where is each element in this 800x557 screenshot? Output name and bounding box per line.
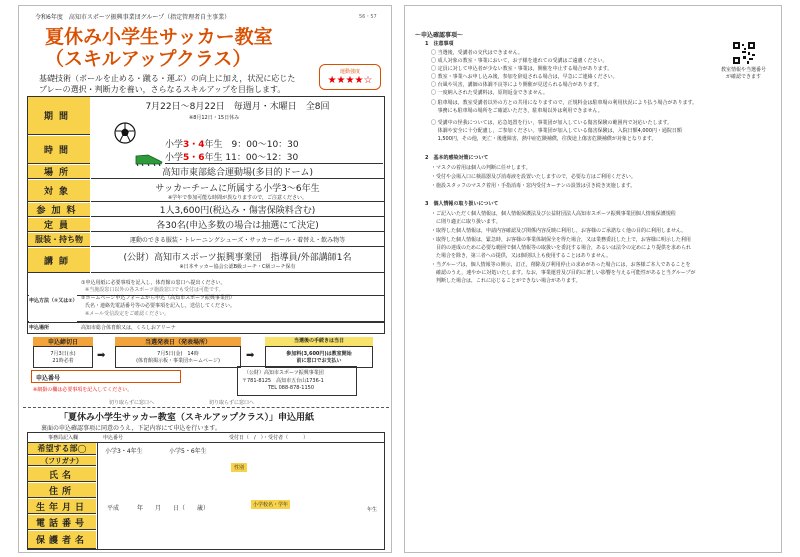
course-label: 希望する部◯ — [28, 443, 96, 455]
coach-note: ※日本サッカー協会公認B級コーチ・C級コーチ保有 — [179, 264, 296, 270]
flyer-front-page — [18, 5, 392, 553]
qr-caption: 教室情報や当選番号 が確認できます — [721, 67, 767, 80]
section1-title: 1 注意事項 — [425, 41, 454, 47]
apply-method-1-note: ※当施設窓口以外の各スポーツ施設窓口でも受付は可能です。 — [85, 287, 224, 293]
time-grade-56: 小学5・6年生 11：00～12：30 — [165, 152, 299, 163]
apply-place-label: 申込場所 — [29, 325, 50, 331]
target-note: ※学年で参加可能な時間が異なりますので，ご注意ください。 — [167, 194, 308, 201]
section3-item: ・取得した個人情報は，緊急時，お客様の事業体制保全を得た場合，又は業務委託した上で，お客様に明示した利用 — [431, 237, 691, 243]
section1-item: 1,500円，その他，死亡・後遺障害，熱中症危険補償，往復途上傷害危険補償が対象となります。 — [431, 136, 657, 142]
header-org: 令和6年度 高知市スポーツ振興事業団グループ（指定管理者自主事業） — [35, 14, 231, 21]
apply-method-2-detail: 氏名・連絡先電話番号等の必要事項を記入し，送信してください。 — [85, 303, 236, 309]
apply-method-label: 申込方法（①又は②） — [29, 278, 77, 322]
form-received: 受付日（ / ）・受付者（ ） — [229, 435, 309, 441]
apply-method-2: ②ホームページ申込フォームから申込（高知市スポーツ振興事業団） — [81, 295, 235, 301]
section3-item: ・当グループは，個人情報等の開示，訂正，削除及び利用停止の求めがあった場合には，お客様ご本人であることを — [431, 262, 691, 268]
gender-label: 性別 — [231, 463, 247, 472]
capacity-value: 各30名(申込多数の場合は抽選にて決定) — [91, 218, 384, 232]
fee-label: 参加料 — [28, 203, 90, 217]
time-value — [165, 136, 383, 164]
section1-item: 事務にも駐車場の場所をご確認いただき，駐車場以外は利用できません。 — [431, 108, 603, 114]
announce-box — [115, 346, 241, 368]
place-label: 場所 — [28, 165, 90, 179]
section2-item: ・施設スタッフのマスク着用・手指消毒・窓内受付カーテンの設置は引き続き実施します。 — [431, 183, 636, 189]
section3-item: に則り適正に取り扱います。 — [431, 219, 501, 225]
section3-item: 目的の達成のために必要な範囲で個人情報等の取扱いを委託する場合，あるいは法令の定めにより提供を求められ — [431, 245, 692, 251]
section3-item: 確認のうえ，速やかに対処いたします。なお，事業運営及び目的に著しい影響を与える可能性があると当グループが — [431, 270, 696, 276]
difficulty-label: 運動強度 — [339, 69, 360, 75]
section1-item: 〇 受講中の怪我については，応急処置を行い，事業団が加入している傷害保険の範囲内で対応いたします。 — [431, 120, 673, 126]
day-box — [265, 346, 373, 368]
section3-item: ・ご記入いただく個人情報は，個人情報保護法及び公益財団法人高知市スポーツ振興事業団個人情報保護規程 — [431, 211, 676, 217]
qr-code-icon — [733, 42, 755, 64]
app-no-note: ※網掛の欄は必要事項を記入してください。 — [33, 387, 133, 393]
section1-item: 〇 定員に対して申込者が少ない教室・事業は，開催を中止する場合があります。 — [431, 66, 613, 72]
staff-label: 事務局記入欄 — [47, 435, 78, 441]
time-grade-34: 小学3・4年生 9：00～10：30 — [165, 139, 299, 150]
capacity-label: 定員 — [28, 218, 90, 232]
section1-item: 〇 教室・事業へお申し込み後，参加を辞退される場合は，早急にご連絡ください。 — [431, 74, 618, 80]
soccer-ball-icon — [114, 122, 136, 144]
cut-line-text: 切り取らずに窓口へ 切り取らずに窓口へ — [109, 400, 255, 406]
org-box — [237, 366, 357, 396]
day-pay: 前に窓口でお支払い — [296, 358, 342, 364]
fee-value: 1人3,600円(税込み・傷害保険料含む) — [91, 203, 384, 217]
target-text: サッカーチームに所属する小学3～6年生 — [155, 183, 320, 194]
org-name: （公財）高知市スポーツ振興事業団 — [244, 370, 324, 376]
coach-label: 講師 — [28, 248, 90, 273]
section1-item: 〇 一度納入された受講料は，原則返金できません。 — [431, 90, 548, 96]
notes-header: 〜申込確認事項〜 — [415, 32, 464, 39]
apply-place-value: 高知市総合体育館又は，くろしおアリーナ — [81, 325, 176, 331]
announce-label: 当選発表日（発表場所） — [115, 337, 241, 346]
period-text: 7月22日～8月22日 毎週月・木曜日 全8回 — [145, 102, 330, 112]
title-main: 夏休み小学生サッカー教室 — [45, 26, 273, 48]
deadline-date: 7月3日(水) — [50, 351, 76, 357]
school-label: 小学校名・学年 — [253, 502, 289, 508]
difficulty-stars: ★★★★☆ — [327, 75, 373, 86]
section1-item: 〇 駐車場は，教室受講者以外の方との共用になりますので，正規料金は駐車場の利用状況により払う場合があります。 — [431, 100, 698, 106]
section2-title: 2 基本的感染対策について — [425, 155, 489, 161]
announce-date: 7月5日(金) 14時 — [157, 351, 199, 357]
section2-item: ・受付や会場入口に検温器及び消毒液を設置いたしますので，必要な方はご利用ください。 — [431, 174, 636, 180]
intro-line-1: 基礎技術（ボールを止める・蹴る・運ぶ）の向上に加え，状況に応じた — [39, 74, 296, 83]
phone-label: 電話番号 — [28, 515, 96, 530]
flyer-back-page — [404, 5, 782, 553]
org-address: 〒781-8125 高知市五台山1736-1 — [242, 378, 324, 384]
coach-text: (公財）高知市スポーツ振興事業団 指導員/外部講師1名 — [123, 253, 352, 263]
section1-item: 〇 台風や災害，講師の体調不良等により開催が見送られる場合があります。 — [431, 82, 603, 88]
deadline-time: 21時必着 — [52, 358, 74, 364]
announce-place: (体育館掲示板・事業団ホームページ) — [136, 358, 220, 364]
birth-label: 生年月日 — [28, 499, 96, 514]
day-fee: 参加料(3,600円)は教室開始 — [286, 351, 352, 357]
section3-item: 判断した場合は，これに応じることができない場合があります。 — [431, 278, 581, 284]
period-note: ※8月12日・15日休み — [189, 115, 240, 121]
birth-value[interactable]: 平成 年 月 日（ 歳） — [107, 505, 210, 512]
app-no-label: 申込番号 — [36, 375, 61, 382]
grade-suffix: 年生 — [367, 507, 378, 513]
period-value — [91, 97, 384, 114]
arrow-right-icon-2: ➡ — [246, 350, 255, 361]
title-sub: （スキルアップクラス） — [45, 48, 252, 70]
name-label: 氏名 — [28, 467, 96, 482]
section3-title: 3 個人情報の取り扱いについて — [425, 201, 499, 207]
address-label: 住所 — [28, 483, 96, 498]
period-label: 期間 — [28, 97, 90, 135]
section1-item: 〇 成人対象の教室・事業において，お子様を連れての受講はご遠慮ください。 — [431, 58, 608, 64]
time-label: 時間 — [28, 136, 90, 164]
section3-item: ・取得した個人情報は，申請内容確認及び関係内容反映に利用し，お客様のご承諾なく他の目的に利用しません。 — [431, 228, 687, 234]
target-value — [91, 180, 384, 202]
org-tel: TEL 088-878-1150 — [268, 385, 315, 391]
section1-item: 〇 当選後，受講者の交代はできません。 — [431, 50, 523, 56]
deadline-box — [33, 346, 93, 368]
deadline-label: 申込締切日 — [33, 337, 93, 346]
cut-line — [23, 407, 389, 408]
target-label: 対象 — [28, 180, 90, 202]
arrow-right-icon: ➡ — [97, 350, 106, 361]
items-label: 服装・持ち物 — [28, 233, 90, 247]
page-number: 56・57 — [359, 14, 377, 20]
furigana-label: （フリガナ） — [28, 456, 96, 466]
section2-item: ・マスクの着用は個人の判断に任せします。 — [431, 165, 531, 171]
form-note: 裏面の申込確認事項に同意のうえ，下記内容にて申込を行います。 — [41, 425, 221, 432]
app-no-box — [31, 370, 181, 383]
coach-value — [91, 248, 384, 273]
items-value: 運動のできる服装・トレーニングシューズ・サッカーボール・着替え・飲み物等 — [91, 233, 384, 247]
guardian-label: 保護者名 — [28, 531, 96, 549]
day-label: 当選後の手続きは当日 — [265, 337, 373, 346]
form-app-no: 申込番号 — [103, 435, 124, 441]
form-title: 「夏休み小学生サッカー教室（スキルアップクラス）」申込用紙 — [59, 413, 315, 423]
difficulty-box — [319, 64, 381, 90]
form-column-divider — [97, 443, 98, 549]
soccer-shoe-icon — [134, 152, 164, 166]
apply-method-2-note: ※メール受信設定をご確認ください。 — [85, 311, 170, 317]
section3-item: た場合を除き，第三者への提供，又は個別以上も使用することはありません。 — [431, 253, 612, 259]
apply-method-1: ①申込用紙に必要事項を記入し，体育館の窓口へ提出ください。 — [81, 280, 226, 286]
place-value: 高知市東部総合運動場(多目的ドーム) — [91, 165, 384, 179]
section1-item: 体調や安全に十分配慮し，ご参加ください。事業団が加入している傷害保険は，入院日額4,000円・通院日額 — [431, 128, 682, 134]
intro-line-2: プレーの選択・判断力を養い，さらなるスキルアップを目指します。 — [39, 85, 286, 94]
course-option-34[interactable]: 小学3・4年生 — [105, 448, 143, 455]
course-option-56[interactable]: 小学5・6年生 — [169, 448, 207, 455]
